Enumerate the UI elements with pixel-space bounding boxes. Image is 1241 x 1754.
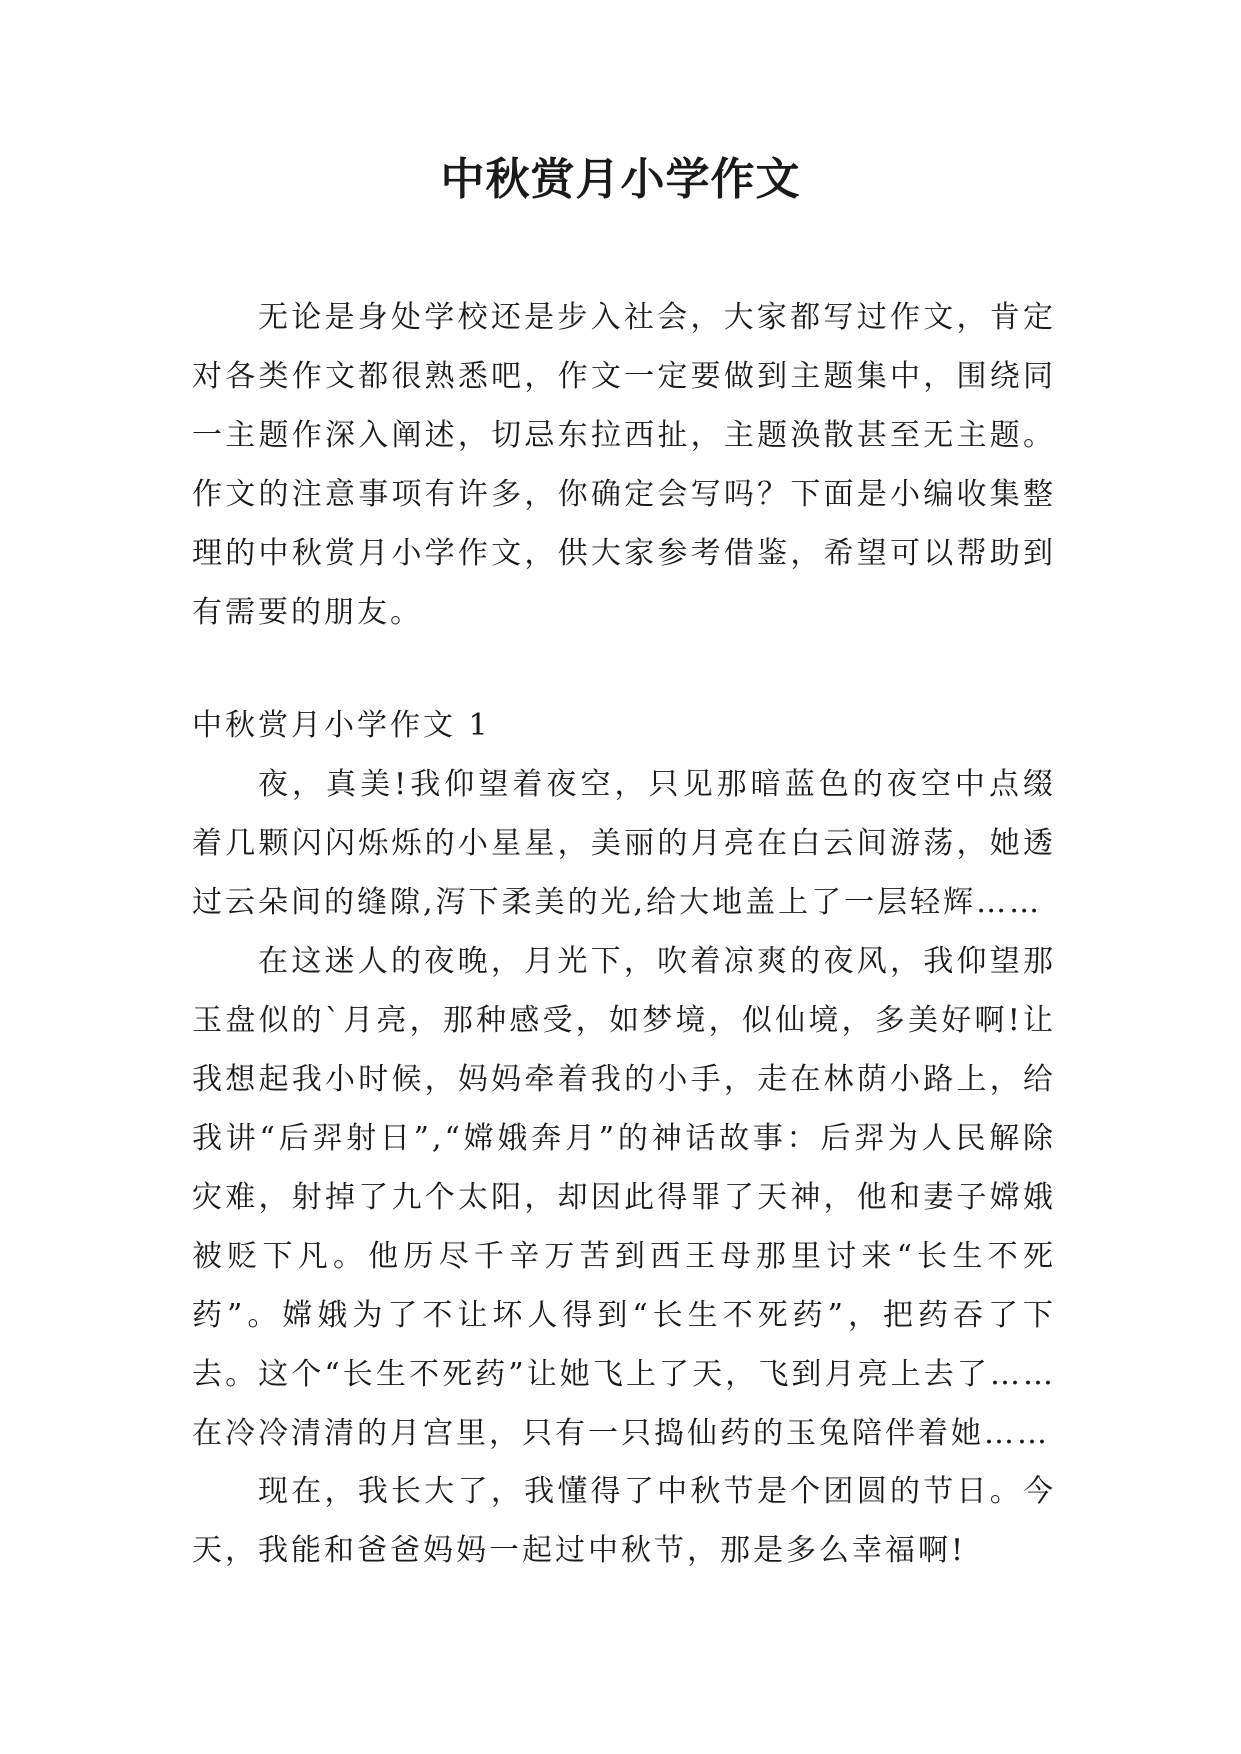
intro-paragraph: 无论是身处学校还是步入社会，大家都写过作文，肯定对各类作文都很熟悉吧，作文一定要做到主题集中，围绕同一主题作深入阐述，切忌东拉西扯，主题涣散甚至无主题。作文的注意事项有许多，你确定会写吗？下面是小编收集整理的中秋赏月小学作文，供大家参考借鉴，希望可以帮助到有需要的朋友。 <box>192 300 1056 630</box>
section-heading: 中秋赏月小学作文 1 <box>192 708 491 743</box>
body-paragraph-3: 现在，我长大了，我懂得了中秋节是个团圆的节日。今天，我能和爸爸妈妈一起过中秋节，那是多么幸福啊! <box>192 1474 1056 1568</box>
body-paragraph-1: 夜，真美!我仰望着夜空，只见那暗蓝色的夜空中点缀着几颗闪闪烁烁的小星星，美丽的月亮在白云间游荡，她透过云朵间的缝隙,泻下柔美的光,给大地盖上了一层轻辉…… <box>192 767 1056 920</box>
document-title: 中秋赏月小学作文 <box>440 154 801 205</box>
body-paragraph-2: 在这迷人的夜晚，月光下，吹着凉爽的夜风，我仰望那玉盘似的`月亮，那种感受，如梦境，似仙境，多美好啊!让我想起我小时候，妈妈牵着我的小手，走在林荫小路上，给我讲“后羿射日”,“嫦娥奔月”的神话故事：后羿为人民解除灾难，射掉了九个太阳，却因此得罪了天神，他和妻子嫦娥被贬下凡。他历尽千辛万苦到西王母那里讨来“长生不死药”。嫦娥为了不让坏人得到“长生不死药”，把药吞了下去。这个“长生不死药”让她飞上了天，飞到月亮上去了……在冷冷清清的月宫里，只有一只捣仙药的玉兔陪伴着她…… <box>192 944 1056 1451</box>
